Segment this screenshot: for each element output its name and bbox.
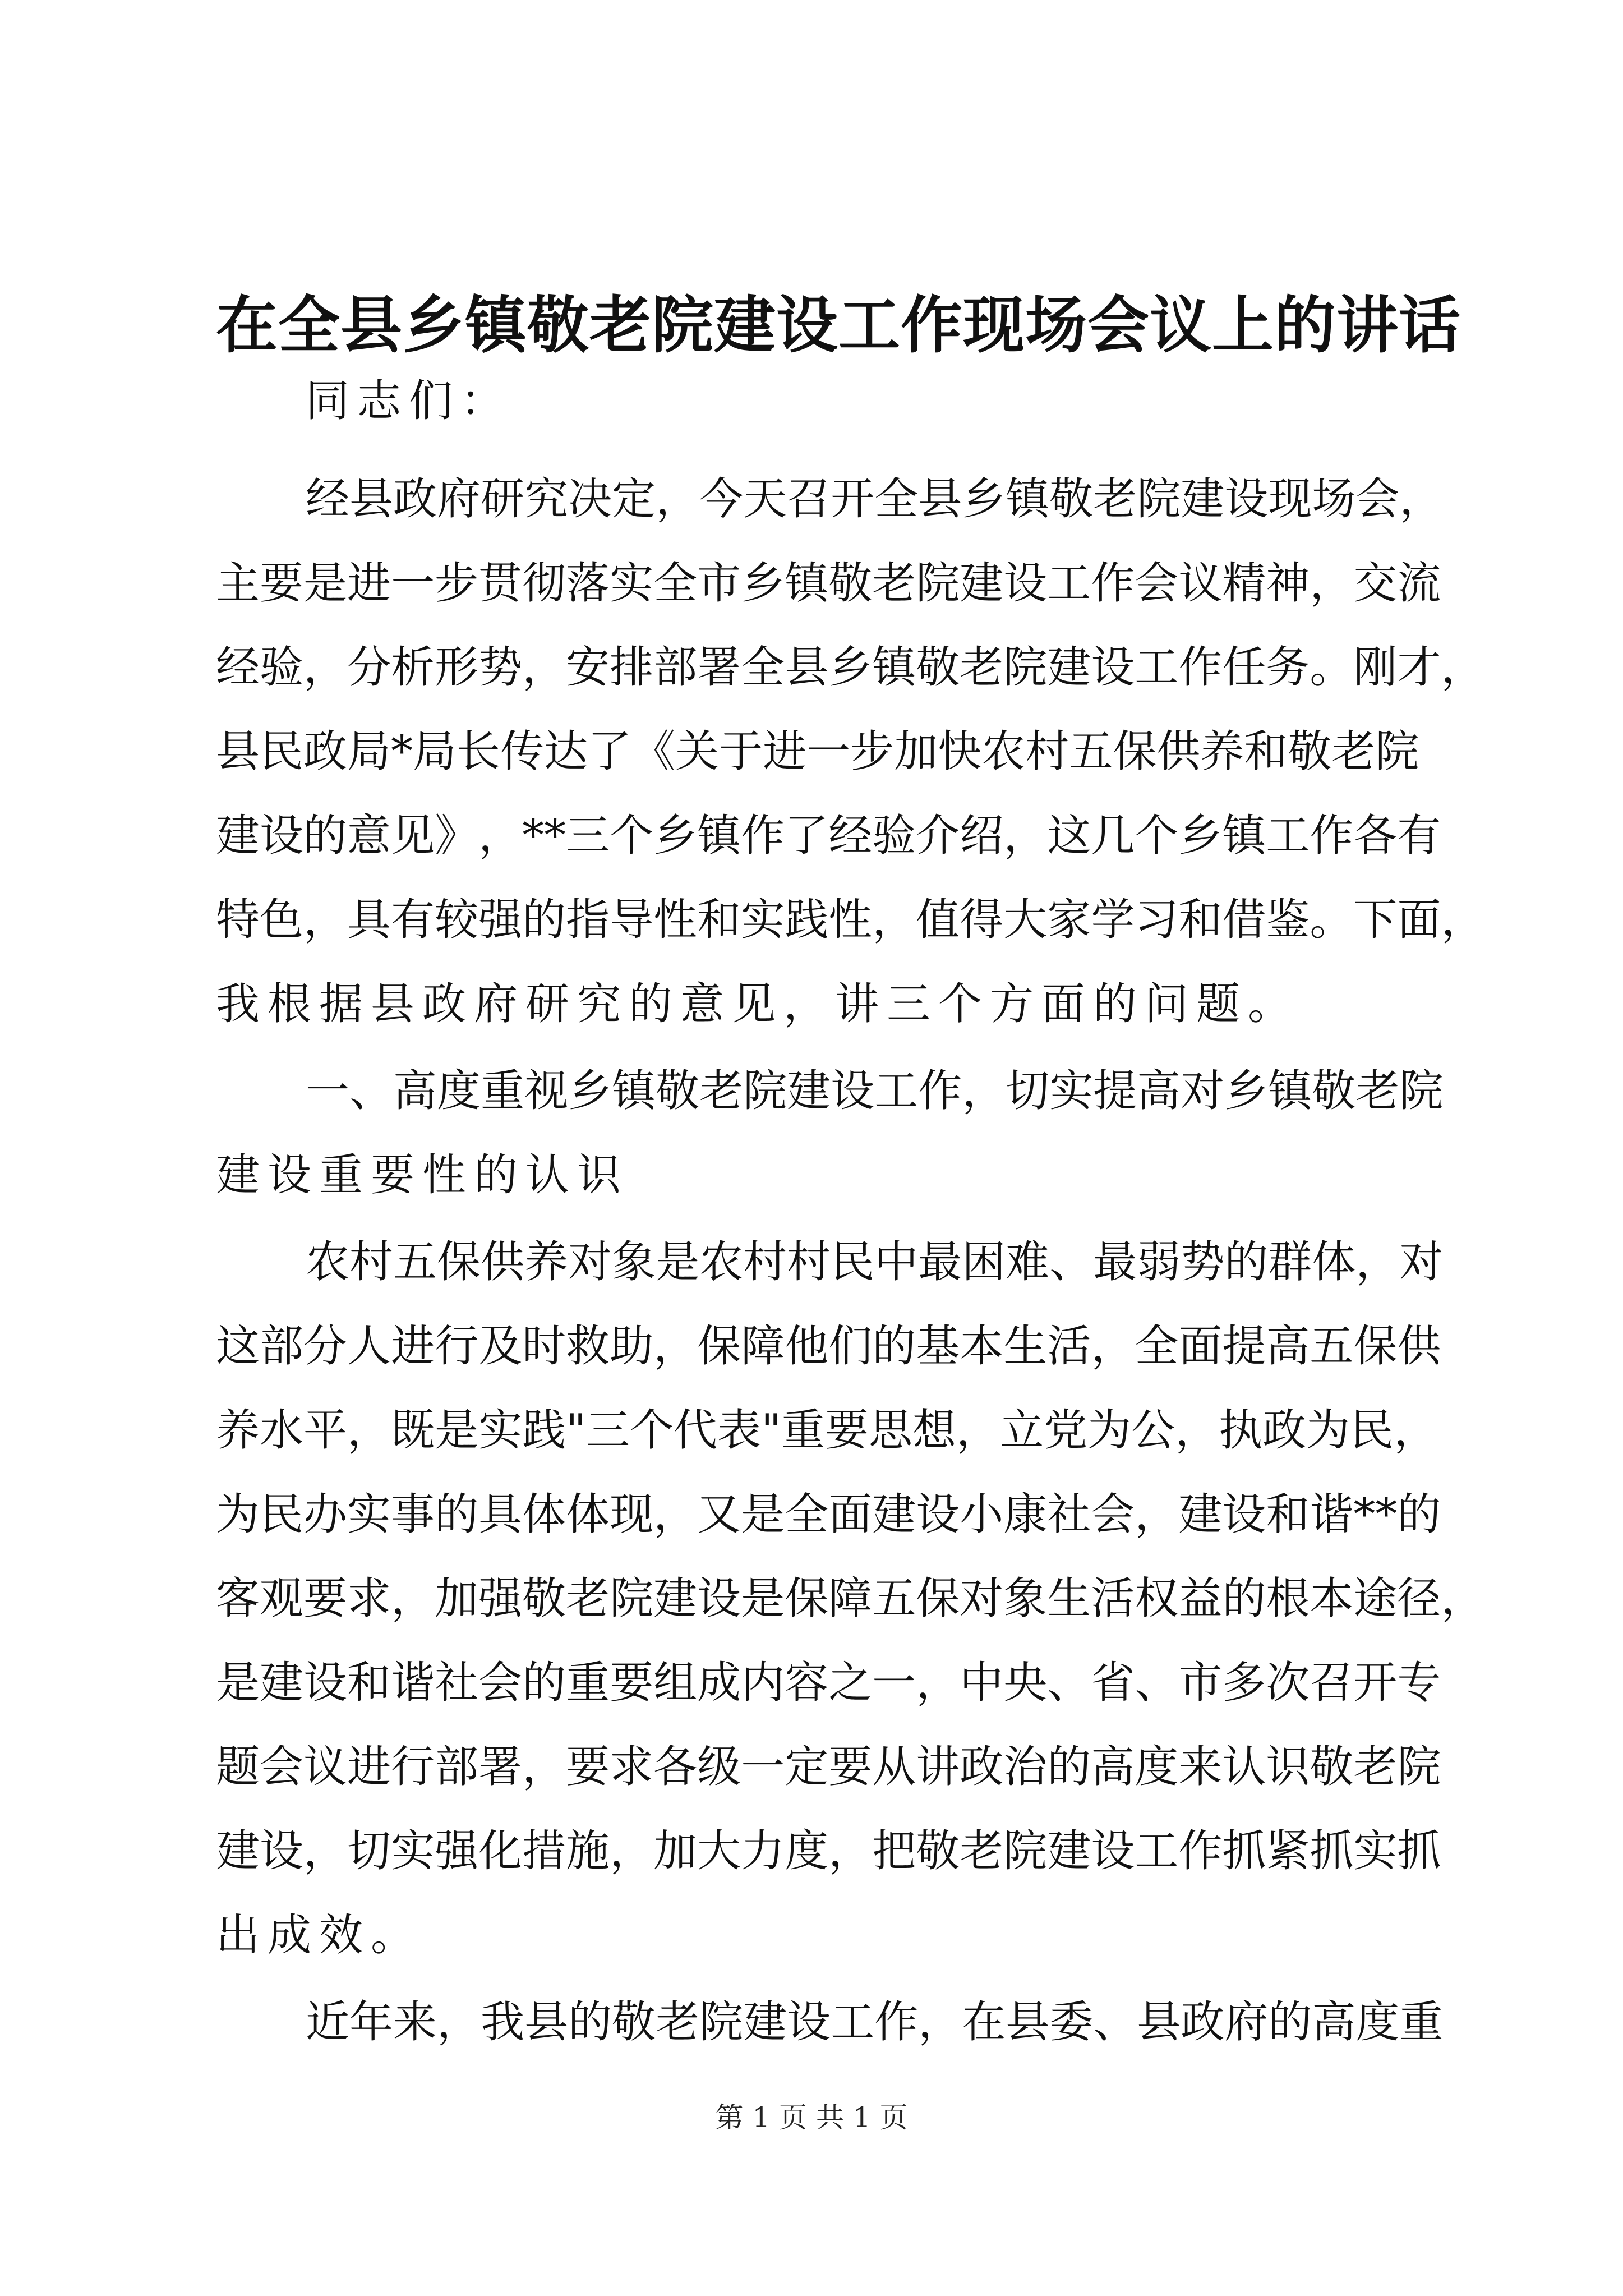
body-line: 农 村 五 保 供 养 对 象 是 农 村 村 民 中 最 困 难 、 最 弱 势 的 群 体 ， 对 <box>306 1237 1444 1287</box>
body-line: 经 验 ， 分 析 形 势 ， 安 排 部 署 全 县 乡 镇 敬 老 院 建 设 工 作 任 务 。 刚 才 ， <box>216 642 1485 693</box>
body-line: 出成效。 <box>216 1910 423 1961</box>
body-line: 我根据县政府研究的意见，讲三个方面的问题。 <box>216 979 1300 1029</box>
body-line: 养 水 平 ， 既 是 实 践 " 三 个 代 表 " 重 要 思 想 ， 立 党 为 公 ， 执 政 为 民 ， <box>216 1405 1438 1456</box>
body-line: 为 民 办 实 事 的 具 体 体 现 ， 又 是 全 面 建 设 小 康 社 会 ， 建 设 和 谐 * * 的 <box>216 1489 1441 1540</box>
body-line: 经 县 政 府 研 究 决 定 ， 今 天 召 开 全 县 乡 镇 敬 老 院 建 设 现 场 会 ， <box>306 474 1444 524</box>
body-line: 近 年 来 ， 我 县 的 敬 老 院 建 设 工 作 ， 在 县 委 、 县 政 府 的 高 度 重 <box>306 1997 1444 2047</box>
document-title: 在全县乡镇敬老院建设工作现场会议上的讲话 <box>216 289 1461 361</box>
page-footer: 第 1 页 共 1 页 <box>715 2101 908 2134</box>
section-heading-line: 建设重要性的认识 <box>216 1150 629 1200</box>
body-line: 特 色 ， 具 有 较 强 的 指 导 性 和 实 践 性 ， 值 得 大 家 学 习 和 借 鉴 。 下 面 ， <box>216 895 1485 945</box>
body-line: 建 设 的 意 见 》 ， * * 三 个 乡 镇 作 了 经 验 介 绍 ， 这 几 个 乡 镇 工 作 各 有 <box>216 811 1441 861</box>
body-line: 题 会 议 进 行 部 署 ， 要 求 各 级 一 定 要 从 讲 政 治 的 高 度 来 认 识 敬 老 院 <box>216 1742 1441 1792</box>
body-line: 主 要 是 进 一 步 贯 彻 落 实 全 市 乡 镇 敬 老 院 建 设 工 作 会 议 精 神 ， 交 流 <box>216 558 1441 609</box>
salutation-line: 同志们： <box>306 376 513 426</box>
body-line: 是 建 设 和 谐 社 会 的 重 要 组 成 内 容 之 一 ， 中 央 、 省 、 市 多 次 召 开 专 <box>216 1658 1441 1708</box>
section-heading-line: 一 、 高 度 重 视 乡 镇 敬 老 院 建 设 工 作 ， 切 实 提 高 对 乡 镇 敬 老 院 <box>306 1066 1444 1116</box>
body-line: 建 设 ， 切 实 强 化 措 施 ， 加 大 力 度 ， 把 敬 老 院 建 设 工 作 抓 紧 抓 实 抓 <box>216 1826 1441 1876</box>
body-line: 县 民 政 局 * 局 长 传 达 了 《 关 于 进 一 步 加 快 农 村 五 保 供 养 和 敬 老 院 <box>216 726 1419 777</box>
body-line: 客 观 要 求 ， 加 强 敬 老 院 建 设 是 保 障 五 保 对 象 生 活 权 益 的 根 本 途 径 ， <box>216 1573 1485 1624</box>
body-line: 这 部 分 人 进 行 及 时 救 助 ， 保 障 他 们 的 基 本 生 活 ， 全 面 提 高 五 保 供 <box>216 1321 1441 1372</box>
